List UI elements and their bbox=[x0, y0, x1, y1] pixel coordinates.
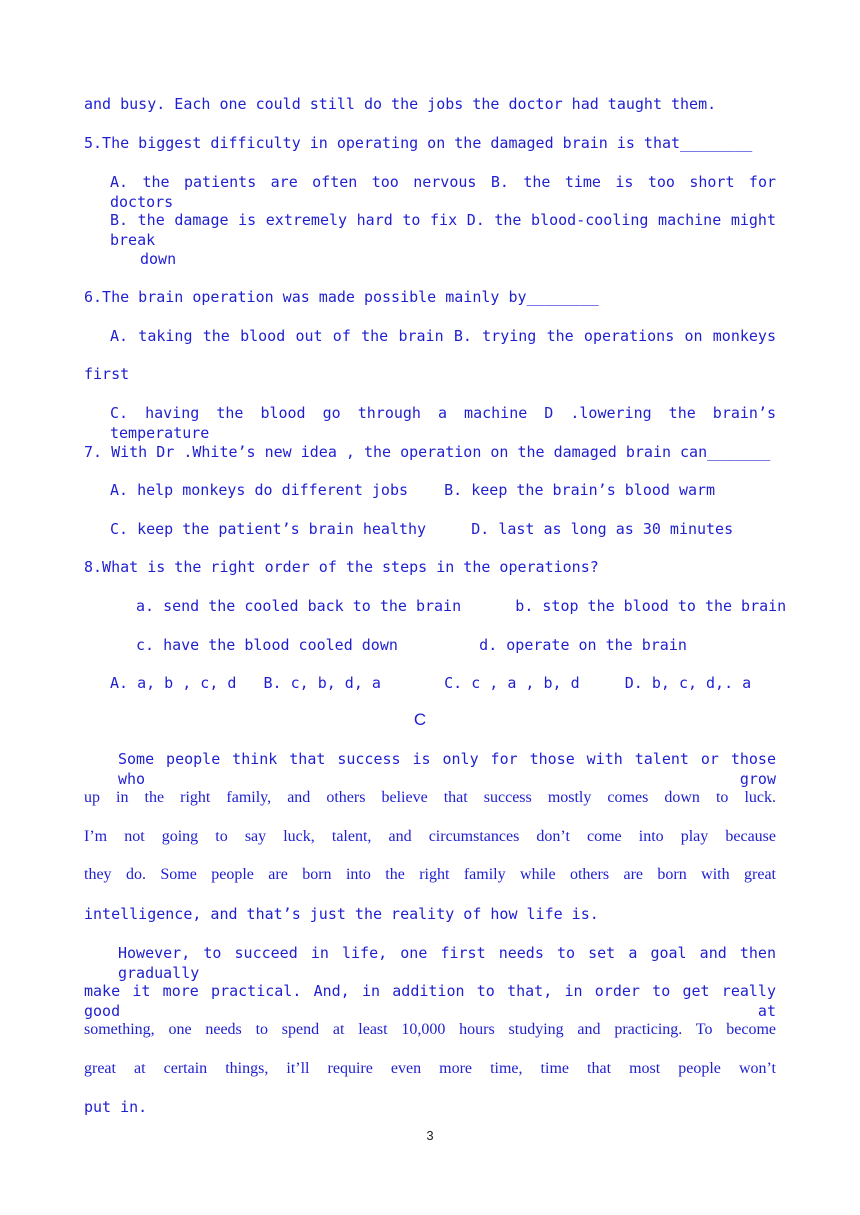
paragraph-line: intelligence, and that’s just the reality of how life is. bbox=[84, 905, 599, 923]
paragraph-line: great at certain things, it’ll require even more time, time that most people won’t bbox=[84, 1060, 776, 1077]
paragraph-line: Some people think that success is only for those with talent or those who grow bbox=[118, 750, 776, 788]
paragraph-line: However, to succeed in life, one first needs to set a goal and then gradually bbox=[118, 944, 776, 982]
paragraph-line: make it more practical. And, in addition to that, in order to get really good at bbox=[84, 982, 776, 1020]
question-7-options-ab: A. help monkeys do different jobs B. keep the brain’s blood warm bbox=[110, 481, 716, 499]
question-8-options: A. a, b , c, d B. c, b, d, a C. c , a , b, d D. b, c, d,. a bbox=[110, 674, 752, 692]
paragraph-line: put in. bbox=[84, 1098, 148, 1116]
page-number: 3 bbox=[426, 1128, 434, 1143]
question-5-options-cd: B. the damage is extremely hard to fix D. the blood-cooling machine might break bbox=[110, 211, 776, 249]
paragraph-line: they do. Some people are born into the right family while others are born with great bbox=[84, 866, 776, 883]
question-7-options-cd: C. keep the patient’s brain healthy D. last as long as 30 minutes bbox=[110, 520, 734, 538]
question-6-options-ab: A. taking the blood out of the brain B. trying the operations on monkeys bbox=[110, 327, 776, 345]
question-5: 5.The biggest difficulty in operating on the damaged brain is that________ bbox=[84, 134, 753, 152]
question-8-steps-cd: c. have the blood cooled down d. operate on the brain bbox=[136, 636, 687, 654]
question-7: 7. With Dr .White’s new idea , the operation on the damaged brain can_______ bbox=[84, 443, 771, 461]
paragraph-line: I’m not going to say luck, talent, and circumstances don’t come into play because bbox=[84, 828, 776, 845]
question-5-options-ab: A. the patients are often too nervous B. the time is too short for doctors bbox=[110, 173, 776, 211]
paragraph-line: something, one needs to spend at least 10,000 hours studying and practicing. To become bbox=[84, 1021, 776, 1038]
section-heading: C bbox=[413, 710, 427, 729]
question-6: 6.The brain operation was made possible mainly by________ bbox=[84, 288, 599, 306]
text-line: first bbox=[84, 365, 130, 383]
text-line: and busy. Each one could still do the jobs the doctor had taught them. bbox=[84, 95, 717, 113]
text-line: down bbox=[140, 250, 177, 268]
question-8: 8.What is the right order of the steps in the operations? bbox=[84, 558, 599, 576]
question-8-steps-ab: a. send the cooled back to the brain b. stop the blood to the brain bbox=[136, 597, 787, 615]
question-6-options-cd: C. having the blood go through a machine D .lowering the brain’s temperature bbox=[110, 404, 776, 442]
paragraph-line: up in the right family, and others believe that success mostly comes down to luck. bbox=[84, 789, 776, 806]
